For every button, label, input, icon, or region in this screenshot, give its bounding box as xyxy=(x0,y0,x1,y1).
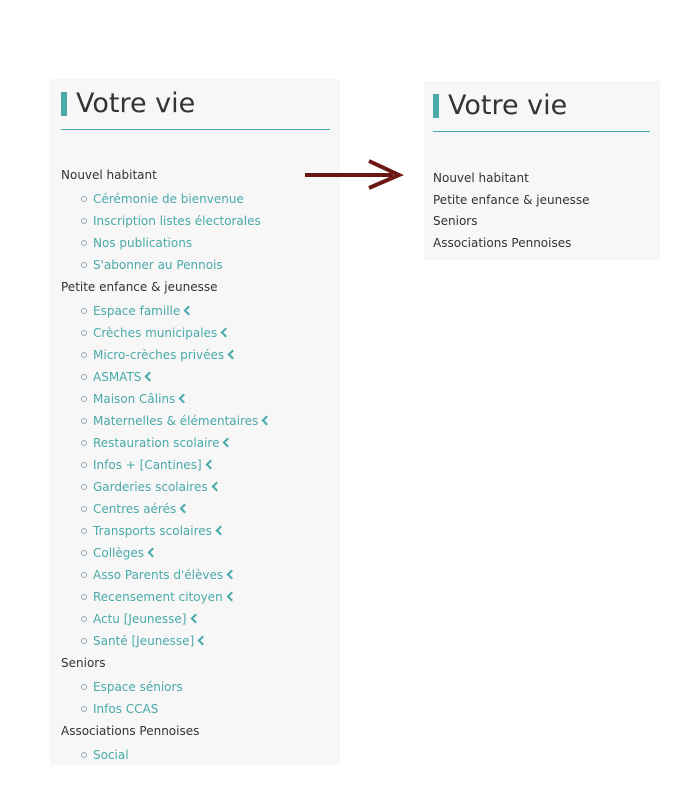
menu-item-infos-ccas[interactable] xyxy=(61,698,330,720)
menu-item-label: ASMATS xyxy=(93,370,142,384)
menu-item-ceremonie-de-bienvenue[interactable] xyxy=(61,188,330,210)
menu-item-label: Centres aérés xyxy=(93,502,177,516)
chevron-left-icon[interactable] xyxy=(215,526,225,536)
category-nouvel-habitant xyxy=(61,166,330,276)
bullet-icon xyxy=(81,218,87,224)
chevron-left-icon[interactable] xyxy=(179,394,189,404)
menu-item-label: Recensement citoyen xyxy=(93,590,223,604)
widget-title-text: Votre vie xyxy=(76,88,196,119)
chevron-left-icon[interactable] xyxy=(198,636,208,646)
menu-item-espace-famille[interactable] xyxy=(61,300,330,322)
menu-item-s-abonner-au-pennois[interactable] xyxy=(61,254,330,276)
menu-item-label: Transports scolaires xyxy=(93,524,212,538)
menu-item-garderies-scolaires[interactable] xyxy=(61,476,330,498)
menu-item-label: Crèches municipales xyxy=(93,326,218,340)
menu-item-label: Santé [Jeunesse] xyxy=(93,634,195,648)
bullet-icon xyxy=(81,462,87,468)
menu-item-label: Espace famille xyxy=(93,304,181,318)
menu-item-infos-cantines[interactable] xyxy=(61,454,330,476)
bullet-icon xyxy=(81,616,87,622)
category-link-associations-pennoises[interactable]: Associations Pennoises xyxy=(433,235,572,250)
right-menu xyxy=(433,168,650,254)
chevron-left-icon[interactable] xyxy=(223,438,233,448)
bullet-icon xyxy=(81,352,87,358)
chevron-left-icon[interactable] xyxy=(145,372,155,382)
menu-item-maison-calins[interactable] xyxy=(61,388,330,410)
menu-item-label: Collèges xyxy=(93,546,145,560)
bullet-icon xyxy=(81,572,87,578)
bullet-icon xyxy=(81,550,87,556)
category-link[interactable]: Associations Pennoises xyxy=(61,724,200,738)
category-seniors xyxy=(61,654,330,720)
menu-item-label: Infos + [Cantines] xyxy=(93,458,202,472)
chevron-left-icon[interactable] xyxy=(180,504,190,514)
category-associations-pennoises xyxy=(61,722,330,766)
bullet-icon xyxy=(81,196,87,202)
widget-title xyxy=(433,89,650,123)
title-divider xyxy=(61,129,330,130)
bullet-icon xyxy=(81,418,87,424)
menu-item-inscription-listes-electorales[interactable] xyxy=(61,210,330,232)
menu-item-label: Nos publications xyxy=(93,236,193,250)
menu-item-colleges[interactable] xyxy=(61,542,330,564)
menu-item-sante-jeunesse[interactable] xyxy=(61,630,330,652)
menu-item-label: Garderies scolaires xyxy=(93,480,208,494)
title-accent-bar xyxy=(61,92,67,116)
category-petite-enfance-jeunesse xyxy=(61,278,330,652)
menu-item-label: Infos CCAS xyxy=(93,702,159,716)
bullet-icon xyxy=(81,506,87,512)
menu-item-espace-seniors[interactable] xyxy=(61,676,330,698)
menu-item-centres-aeres[interactable] xyxy=(61,498,330,520)
right-widget xyxy=(424,81,660,260)
menu-item-label: Asso Parents d'élèves xyxy=(93,568,224,582)
menu-item-creches-municipales[interactable] xyxy=(61,322,330,344)
category-link[interactable]: Seniors xyxy=(61,656,106,670)
bullet-icon xyxy=(81,440,87,446)
bullet-icon xyxy=(81,374,87,380)
chevron-left-icon[interactable] xyxy=(262,416,272,426)
category-link-nouvel-habitant[interactable]: Nouvel habitant xyxy=(433,171,529,185)
chevron-left-icon[interactable] xyxy=(221,328,231,338)
bullet-icon xyxy=(81,396,87,402)
menu-item-label: Cérémonie de bienvenue xyxy=(93,192,244,206)
chevron-left-icon[interactable] xyxy=(228,350,238,360)
category-link[interactable]: Nouvel habitant xyxy=(61,168,157,182)
menu-item-label: Micro-crèches privées xyxy=(93,348,225,362)
bullet-icon xyxy=(81,528,87,534)
widget-title xyxy=(61,87,330,121)
category-link-seniors[interactable]: Seniors xyxy=(433,214,478,228)
menu-item-micro-creches-privees[interactable] xyxy=(61,344,330,366)
chevron-left-icon[interactable] xyxy=(184,306,194,316)
subcategory-list xyxy=(61,676,330,720)
menu-item-label: Social xyxy=(93,748,129,762)
chevron-left-icon[interactable] xyxy=(205,460,215,470)
menu-item-label: Maternelles & élémentaires xyxy=(93,414,259,428)
chevron-left-icon[interactable] xyxy=(227,570,237,580)
bullet-icon xyxy=(81,752,87,758)
bullet-icon xyxy=(81,240,87,246)
menu-item-label: Inscription listes électorales xyxy=(93,214,261,228)
bullet-icon xyxy=(81,684,87,690)
menu-item-recensement-citoyen[interactable] xyxy=(61,586,330,608)
menu-item-maternelles-elementaires[interactable] xyxy=(61,410,330,432)
menu-item-asmats[interactable] xyxy=(61,366,330,388)
subcategory-list xyxy=(61,300,330,652)
category-link-petite-enfance-jeunesse[interactable]: Petite enfance & jeunesse xyxy=(433,192,590,207)
chevron-left-icon[interactable] xyxy=(190,614,200,624)
menu-item-restauration-scolaire[interactable] xyxy=(61,432,330,454)
title-accent-bar xyxy=(433,94,439,118)
left-widget xyxy=(50,79,340,765)
menu-item-label: Actu [Jeunesse] xyxy=(93,612,187,626)
bullet-icon xyxy=(81,594,87,600)
bullet-icon xyxy=(81,638,87,644)
category-link[interactable]: Petite enfance & jeunesse xyxy=(61,280,218,294)
menu-item-label: S'abonner au Pennois xyxy=(93,258,223,272)
menu-item-label: Espace séniors xyxy=(93,680,183,694)
menu-item-transports-scolaires[interactable] xyxy=(61,520,330,542)
menu-item-social[interactable] xyxy=(61,744,330,766)
menu-item-actu-jeunesse[interactable] xyxy=(61,608,330,630)
menu-item-nos-publications[interactable] xyxy=(61,232,330,254)
right-arrow-icon xyxy=(305,157,405,191)
bullet-icon xyxy=(81,706,87,712)
chevron-left-icon[interactable] xyxy=(226,592,236,602)
widget-title-text: Votre vie xyxy=(448,90,568,121)
menu-item-label: Maison Câlins xyxy=(93,392,176,406)
left-menu xyxy=(61,166,330,766)
menu-item-label: Restauration scolaire xyxy=(93,436,220,450)
bullet-icon xyxy=(81,262,87,268)
menu-item-asso-parents-d-eleves[interactable] xyxy=(61,564,330,586)
bullet-icon xyxy=(81,330,87,336)
bullet-icon xyxy=(81,308,87,314)
title-divider xyxy=(433,131,650,132)
subcategory-list xyxy=(61,744,330,766)
bullet-icon xyxy=(81,484,87,490)
subcategory-list xyxy=(61,188,330,276)
chevron-left-icon[interactable] xyxy=(211,482,221,492)
chevron-left-icon[interactable] xyxy=(148,548,158,558)
